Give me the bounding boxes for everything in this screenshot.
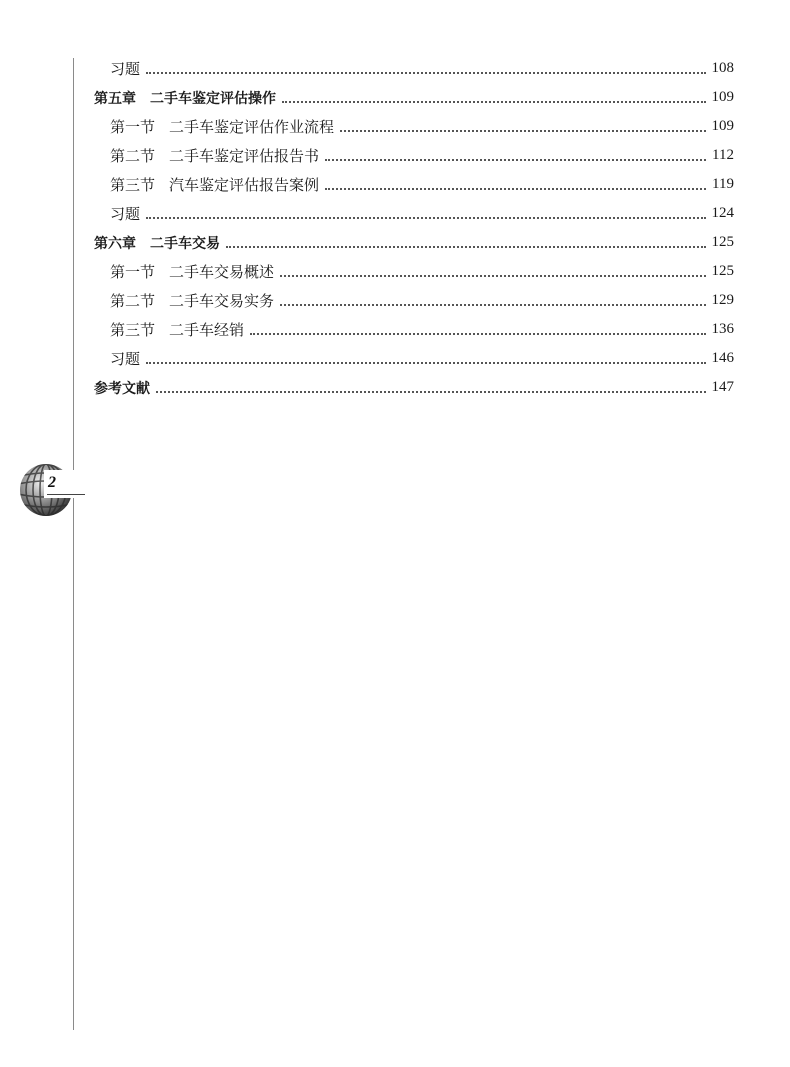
toc-dot-leader [146, 72, 705, 74]
toc-entry-title: 习题 [110, 205, 141, 223]
toc-entry-section[interactable] [94, 112, 734, 141]
toc-dot-leader [325, 188, 706, 190]
toc-entry-page: 136 [711, 321, 734, 337]
toc-entry-exercise[interactable] [94, 344, 734, 373]
toc-entry-title: 汽车鉴定评估报告案例 [169, 176, 320, 194]
toc-entry-title: 二手车鉴定评估操作 [150, 90, 276, 107]
toc-entry-page: 109 [711, 118, 734, 134]
toc-entry-page: 108 [711, 60, 734, 76]
toc-entry-number: 第六章 [94, 235, 136, 252]
toc-entry-title: 二手车交易 [150, 235, 220, 252]
toc-entry-number: 第二节 [110, 292, 156, 310]
toc-entry-page: 125 [711, 234, 734, 250]
toc-dot-leader [325, 159, 706, 161]
toc-entry-chapter[interactable] [94, 373, 734, 402]
toc-entry-title: 二手车经销 [169, 321, 245, 339]
toc-entry-page: 112 [712, 147, 734, 163]
toc-entry-exercise[interactable] [94, 199, 734, 228]
toc-dot-leader [282, 101, 706, 103]
toc-entry-number: 第一节 [110, 263, 156, 281]
table-of-contents [94, 54, 734, 402]
page-number: 2 [48, 474, 56, 491]
toc-entry-chapter[interactable] [94, 83, 734, 112]
toc-entry-title: 参考文献 [94, 380, 150, 397]
toc-dot-leader [146, 362, 705, 364]
toc-entry-title: 习题 [110, 350, 141, 368]
toc-dot-leader [226, 246, 706, 248]
toc-entry-page: 109 [711, 89, 734, 105]
toc-dot-leader [280, 275, 705, 277]
toc-entry-page: 119 [712, 176, 734, 192]
toc-dot-leader [280, 304, 705, 306]
toc-entry-page: 125 [711, 263, 734, 279]
toc-entry-section[interactable] [94, 315, 734, 344]
toc-entry-page: 124 [711, 205, 734, 221]
toc-entry-number: 第二节 [110, 147, 156, 165]
toc-entry-title: 二手车鉴定评估报告书 [169, 147, 320, 165]
toc-entry-number: 第五章 [94, 90, 136, 107]
toc-entry-page: 146 [711, 350, 734, 366]
toc-entry-section[interactable] [94, 170, 734, 199]
margin-rule [73, 58, 74, 1030]
page-number-underline [47, 494, 85, 495]
toc-dot-leader [146, 217, 705, 219]
toc-entry-section[interactable] [94, 141, 734, 170]
toc-entry-title: 二手车交易概述 [169, 263, 275, 281]
toc-entry-section[interactable] [94, 286, 734, 315]
toc-dot-leader [340, 130, 705, 132]
toc-entry-title: 二手车鉴定评估作业流程 [169, 118, 335, 136]
toc-entry-page: 147 [711, 379, 734, 395]
toc-entry-number: 第三节 [110, 321, 156, 339]
toc-dot-leader [156, 391, 706, 393]
toc-entry-exercise[interactable] [94, 54, 734, 83]
toc-entry-chapter[interactable] [94, 228, 734, 257]
toc-entry-number: 第三节 [110, 176, 156, 194]
toc-entry-page: 129 [711, 292, 734, 308]
toc-entry-section[interactable] [94, 257, 734, 286]
toc-dot-leader [250, 333, 705, 335]
toc-entry-number: 第一节 [110, 118, 156, 136]
toc-entry-title: 二手车交易实务 [169, 292, 275, 310]
toc-entry-title: 习题 [110, 60, 141, 78]
